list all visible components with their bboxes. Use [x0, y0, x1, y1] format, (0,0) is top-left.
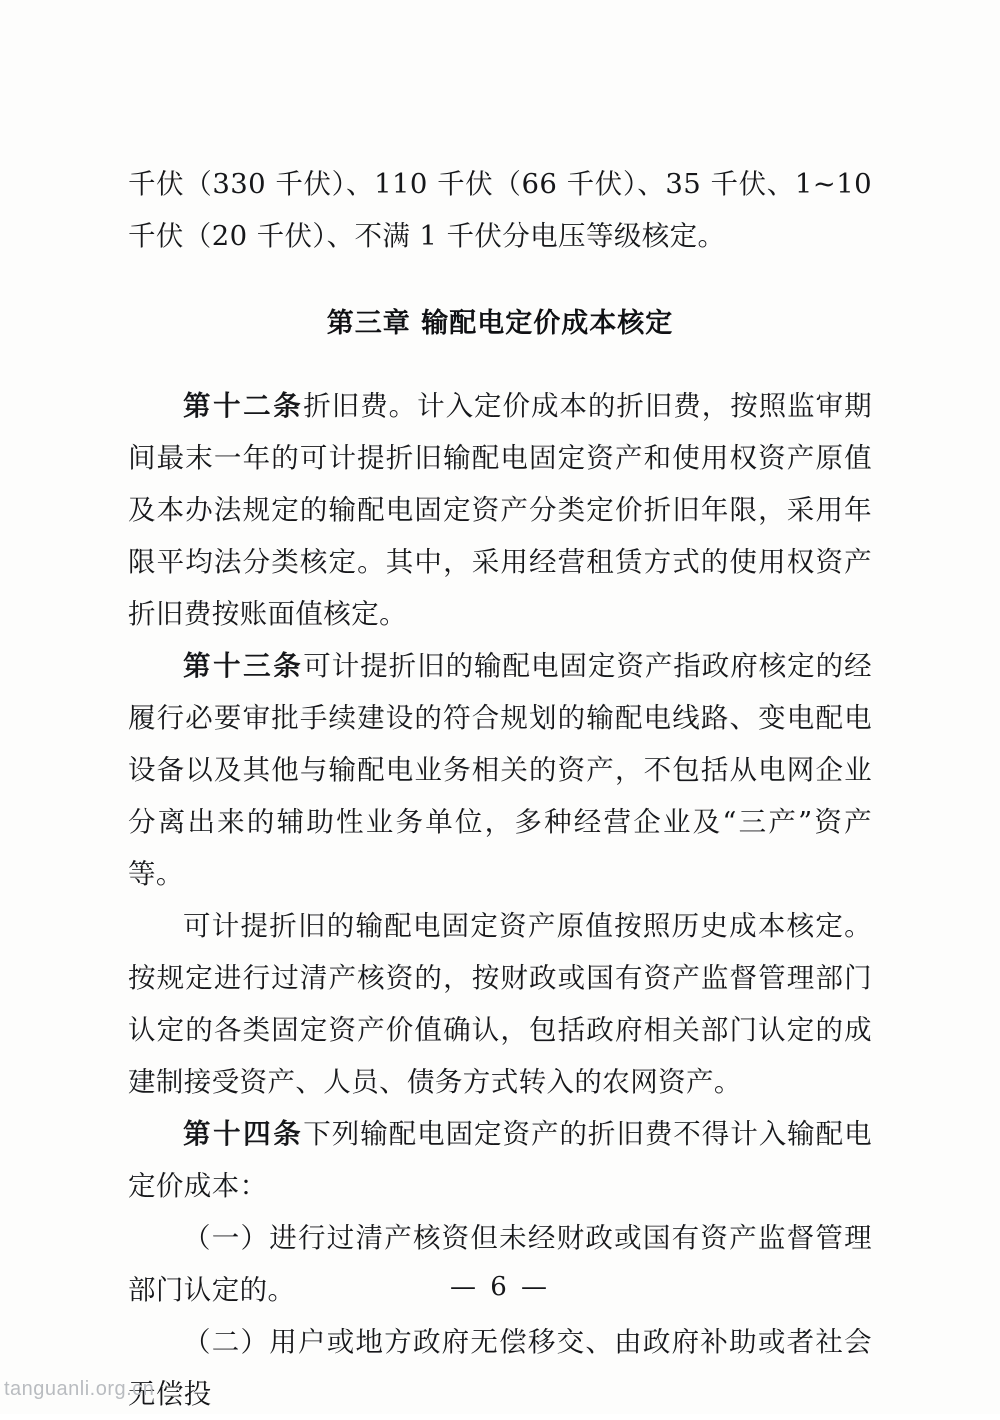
list-item-2: （二）用户或地方政府无偿移交、由政府补助或者社会无偿投: [128, 1326, 872, 1410]
paragraph-article-13-continued: 可计提折旧的输配电固定资产原值按照历史成本核定。按规定进行过清产核资的，按财政或国有资产监督管理部门认定的各类固定资产价值确认，包括政府相关部门认定的成建制接受资产、人员、债务方式转入的农网资产。: [128, 910, 872, 1098]
page-content: [128, 158, 872, 1420]
article-label-12: 第十二条: [183, 390, 304, 422]
article-label-13: 第十三条: [183, 650, 304, 682]
paragraph-article-13: [128, 640, 872, 900]
paragraph-article-14: [128, 1108, 872, 1212]
article-text-13: 可计提折旧的输配电固定资产指政府核定的经履行必要审批手续建设的符合规划的输配电线路、变电配电设备以及其他与输配电业务相关的资产，不包括从电网企业分离出来的辅助性业务单位，多种经营企业及“三产”资产等。: [128, 650, 873, 890]
list-item-1: （一）进行过清产核资但未经财政或国有资产监督管理部门认定的。: [128, 1222, 872, 1306]
paragraph-continued-voltage-levels: 千伏（330 千伏）、110 千伏（66 千伏）、35 千伏、1~10 千伏（20 千伏）、不满 1 千伏分电压等级核定。: [128, 168, 872, 252]
page-footer: [0, 1272, 1000, 1302]
article-text-12: 折旧费。计入定价成本的折旧费，按照监审期间最末一年的可计提折旧输配电固定资产和使用权资产原值及本办法规定的输配电固定资产分类定价折旧年限，采用年限平均法分类核定。其中，采用经营租赁方式的使用权资产折旧费按账面值核定。: [128, 390, 873, 630]
watermark-text: tanguanli.org.cn: [4, 1378, 155, 1400]
page-number: — 6 —: [449, 1272, 551, 1302]
chapter-heading: 第三章 输配电定价成本核定: [326, 308, 674, 339]
paragraph-article-12: [128, 380, 872, 640]
article-label-14: 第十四条: [183, 1118, 304, 1150]
article-text-14: 下列输配电固定资产的折旧费不得计入输配电定价成本：: [128, 1118, 873, 1202]
